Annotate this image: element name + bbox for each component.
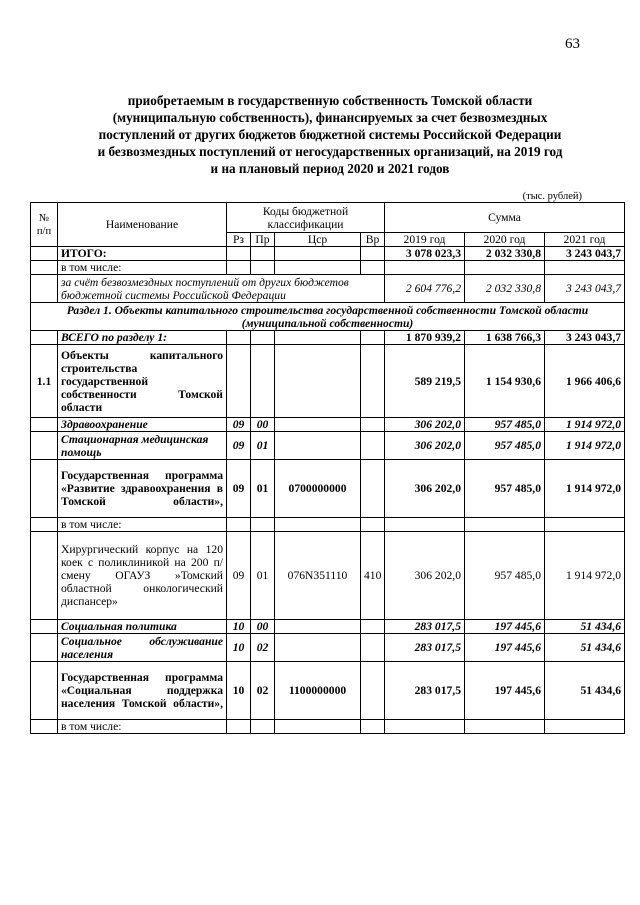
value-2019: 589 219,5 — [385, 345, 465, 418]
code-vr: 410 — [361, 532, 385, 620]
value-2020: 957 485,0 — [465, 460, 545, 518]
header-csr: Цср — [275, 233, 361, 247]
header-2020: 2020 год — [465, 233, 545, 247]
row-health-program — [31, 460, 625, 518]
header-rz: Рз — [227, 233, 251, 247]
code-rz: 09 — [227, 460, 251, 518]
row-name: за счёт безвозмездных поступлений от других бюджетов бюджетной системы Российской Федерации — [58, 275, 385, 303]
value-2020: 957 485,0 — [465, 432, 545, 460]
value-2021: 1 914 972,0 — [545, 418, 625, 432]
row-health — [31, 418, 625, 432]
code-pr: 01 — [251, 460, 275, 518]
code-pr: 02 — [251, 634, 275, 662]
value-2019: 306 202,0 — [385, 432, 465, 460]
code-rz: 09 — [227, 418, 251, 432]
row-social-program — [31, 662, 625, 720]
value-2021: 1 966 406,6 — [545, 345, 625, 418]
row-name: Здравоохранение — [58, 418, 227, 432]
value-2021: 3 243 043,7 — [545, 331, 625, 345]
row-gratuitous — [31, 275, 625, 303]
code-pr: 01 — [251, 432, 275, 460]
row-social-service — [31, 634, 625, 662]
value-2020: 197 445,6 — [465, 634, 545, 662]
value-2021: 51 434,6 — [545, 620, 625, 634]
code-rz: 09 — [227, 432, 251, 460]
code-csr: 076N351110 — [275, 532, 361, 620]
value-2021: 3 243 043,7 — [545, 275, 625, 303]
title-line: и на плановый период 2020 и 2021 годов — [210, 161, 450, 176]
code-pr: 00 — [251, 620, 275, 634]
value-2019: 306 202,0 — [385, 460, 465, 518]
value-2021: 1 914 972,0 — [545, 432, 625, 460]
row-section-1-total — [31, 331, 625, 345]
row-number: 1.1 — [31, 345, 58, 418]
row-including — [31, 261, 625, 275]
code-csr: 0700000000 — [275, 460, 361, 518]
value-2019: 2 604 776,2 — [385, 275, 465, 303]
header-num: № п/п — [31, 203, 58, 247]
code-pr: 02 — [251, 662, 275, 720]
budget-table — [30, 202, 625, 734]
units-label: (тыс. рублей) — [522, 191, 582, 202]
header-sum: Сумма — [385, 203, 625, 233]
row-including — [31, 518, 625, 532]
title-line: (муниципальную собственность), финансируемых за счет безвозмездных — [112, 110, 548, 125]
value-2019: 283 017,5 — [385, 662, 465, 720]
code-csr: 1100000000 — [275, 662, 361, 720]
header-pr: Пр — [251, 233, 275, 247]
value-2020: 197 445,6 — [465, 662, 545, 720]
value-2021: 1 914 972,0 — [545, 532, 625, 620]
value-2020: 957 485,0 — [465, 532, 545, 620]
value-2021: 51 434,6 — [545, 634, 625, 662]
value-2019: 283 017,5 — [385, 634, 465, 662]
code-rz: 10 — [227, 620, 251, 634]
header-2019: 2019 год — [385, 233, 465, 247]
value-2020: 197 445,6 — [465, 620, 545, 634]
value-2019: 306 202,0 — [385, 418, 465, 432]
row-total — [31, 247, 625, 261]
document-title — [50, 92, 610, 177]
value-2019: 1 870 939,2 — [385, 331, 465, 345]
value-2019: 3 078 023,3 — [385, 247, 465, 261]
section-title: Раздел 1. Объекты капитального строительства государственной собственности Томской области (муниципальной собственности) — [31, 303, 625, 331]
row-name: Государственная программа «Развитие здравоохранения в Томской области», — [58, 460, 227, 518]
row-name: ИТОГО: — [58, 247, 227, 261]
value-2020: 2 032 330,8 — [465, 275, 545, 303]
row-name: Социальная политика — [58, 620, 227, 634]
header-vr: Вр — [361, 233, 385, 247]
row-name: Хирургический корпус на 120 коек с поликлиникой на 200 п/смену ОГАУЗ »Томский областной онкологический диспансер» — [58, 532, 227, 620]
code-rz: 10 — [227, 662, 251, 720]
value-2020: 957 485,0 — [465, 418, 545, 432]
row-name: Государственная программа «Социальная поддержка населения Томской области», — [58, 662, 227, 720]
code-pr: 01 — [251, 532, 275, 620]
code-rz: 10 — [227, 634, 251, 662]
row-objects — [31, 345, 625, 418]
row-including — [31, 720, 625, 734]
title-line: приобретаемым в государственную собственность Томской области — [127, 93, 533, 108]
title-line: поступлений от других бюджетов бюджетной системы Российской Федерации — [98, 127, 562, 142]
header-codes: Коды бюджетной классификации — [227, 203, 385, 233]
value-2020: 2 032 330,8 — [465, 247, 545, 261]
row-name: в том числе: — [58, 261, 227, 275]
row-name: ВСЕГО по разделу 1: — [58, 331, 227, 345]
value-2021: 1 914 972,0 — [545, 460, 625, 518]
row-name: Объекты капитального строительства государственной собственности Томской области — [58, 345, 227, 418]
row-name: в том числе: — [58, 518, 227, 532]
code-pr: 00 — [251, 418, 275, 432]
row-name: в том числе: — [58, 720, 227, 734]
row-name: Стационарная медицинская помощь — [58, 432, 227, 460]
header-2021: 2021 год — [545, 233, 625, 247]
value-2021: 51 434,6 — [545, 662, 625, 720]
row-surgical-building — [31, 532, 625, 620]
code-rz: 09 — [227, 532, 251, 620]
value-2020: 1 638 766,3 — [465, 331, 545, 345]
page-number: 63 — [565, 36, 580, 52]
row-social-policy — [31, 620, 625, 634]
row-section-1 — [31, 303, 625, 331]
title-line: и безвозмездных поступлений от негосударственных организаций, на 2019 год — [97, 144, 563, 159]
row-inpatient — [31, 432, 625, 460]
value-2019: 306 202,0 — [385, 532, 465, 620]
header-name: Наименование — [58, 203, 227, 247]
value-2021: 3 243 043,7 — [545, 247, 625, 261]
value-2019: 283 017,5 — [385, 620, 465, 634]
value-2020: 1 154 930,6 — [465, 345, 545, 418]
row-name: Социальное обслуживание населения — [58, 634, 227, 662]
